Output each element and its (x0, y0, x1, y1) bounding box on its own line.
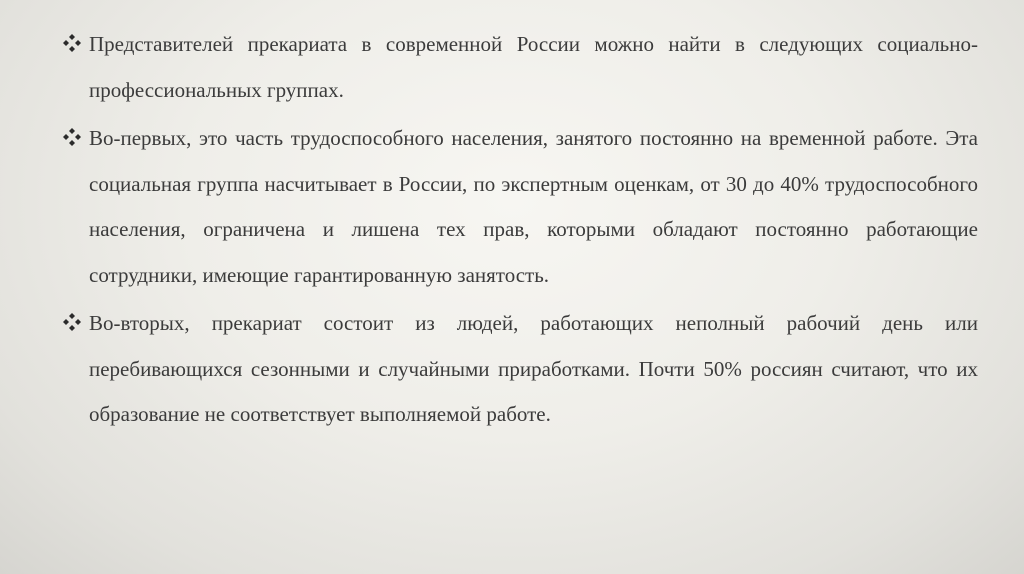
bullet-item-2 (62, 116, 978, 298)
diamond-bullet-icon (62, 127, 82, 147)
bullet-item-3 (62, 301, 978, 438)
bullet-list (62, 22, 978, 441)
bullet-text: Во-первых, это часть трудоспособного населения, занятого постоянно на временной работе. Эта социальная группа насчитывает в России, по экспертным оценкам, от 30 до 40% трудоспособного населения, ограничена и лишена тех прав, которыми обладают постоянно работающие сотрудники, имеющие гарантированную занятость. (89, 126, 978, 287)
diamond-bullet-icon (62, 312, 82, 332)
bullet-text: Во-вторых, прекариат состоит из людей, работающих неполный рабочий день или перебивающихся сезонными и случайными приработками. Почти 50% россиян считают, что их образование не соответствует выполняемой работе. (89, 311, 978, 426)
bullet-item-1 (62, 22, 978, 113)
bullet-text: Представителей прекариата в современной России можно найти в следующих социально-профессиональных группах. (89, 32, 978, 102)
diamond-bullet-icon (62, 33, 82, 53)
